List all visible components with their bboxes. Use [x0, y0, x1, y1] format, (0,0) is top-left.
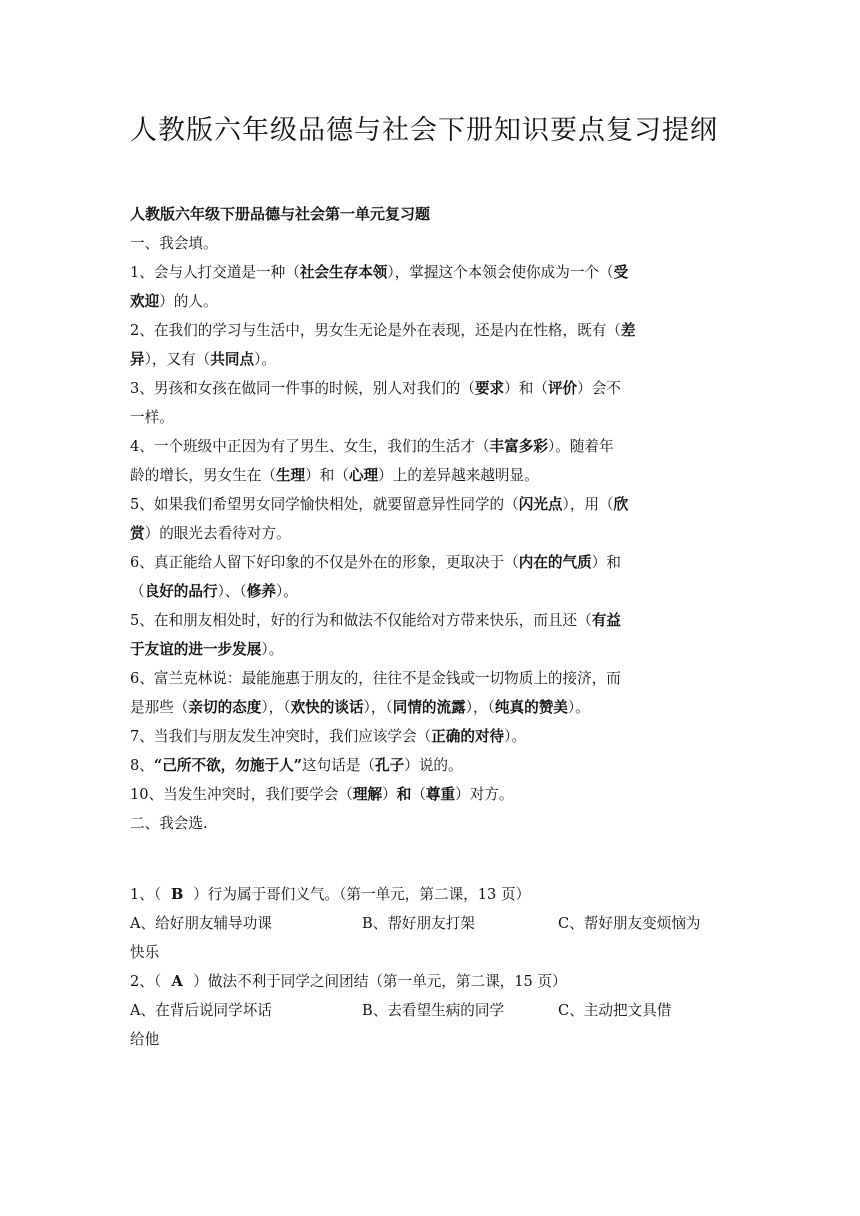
- line-text: 1、会与人打交道是一种（: [130, 264, 300, 281]
- fill-line: [130, 751, 730, 780]
- answer-text: 生理: [275, 467, 306, 484]
- answer-text: 赏: [130, 525, 145, 542]
- line-text: ）。: [567, 699, 590, 716]
- answer-text: 受: [613, 264, 629, 281]
- line-text: （: [411, 786, 426, 803]
- fill-line: [130, 374, 730, 403]
- question-prefix: 2、（: [130, 973, 162, 990]
- answer-text: 正确的对待: [431, 728, 505, 745]
- line-text: ）的眼光去看待对方。: [144, 525, 291, 542]
- fill-line: [130, 490, 730, 519]
- answer-text: 共同点: [210, 351, 255, 368]
- option-b: B、去看望生病的同学: [362, 1002, 505, 1019]
- answer-text: 良好的品行: [144, 583, 218, 600]
- line-text: ）。: [504, 728, 527, 745]
- fill-line: [130, 258, 730, 287]
- fill-line: [130, 432, 730, 461]
- answer-text: 要求: [474, 380, 505, 397]
- option-continuation: 快乐: [130, 944, 160, 961]
- line-text: 5、如果我们希望男女同学愉快相处，就要留意异性同学的（: [130, 496, 519, 513]
- line-text: ），掌握这个本领会使你成为一个（: [387, 264, 614, 281]
- choice-question: [130, 880, 730, 967]
- question-text: ）做法不利于同学之间团结（第一单元，第二课，15 页）: [193, 973, 567, 990]
- line-text: 2、在我们的学习与生活中，男女生无论是外在表现，还是内在性格，既有（: [130, 322, 621, 339]
- line-text: 龄的增长，男女生在（: [130, 467, 276, 484]
- line-text: ）的人。: [159, 293, 218, 310]
- question-answer: A: [171, 973, 183, 990]
- answer-text: 欢迎: [130, 293, 160, 310]
- line-text: 5、在和朋友相处时，好的行为和做法不仅能给对方带来快乐，而且还（: [130, 612, 592, 629]
- option-c: C、主动把文具借: [558, 1002, 672, 1019]
- question-stem: [130, 967, 730, 996]
- answer-text: 差: [620, 322, 636, 339]
- answer-text: 修养: [246, 583, 276, 600]
- line-text: ），又有（: [144, 351, 211, 368]
- fill-line: [130, 403, 730, 432]
- fill-line: [130, 664, 730, 693]
- answer-text: 纯真的赞美: [494, 699, 568, 716]
- line-text: ）和（: [305, 467, 349, 484]
- option-continuation: 给他: [130, 1031, 160, 1048]
- line-text: ）。随着年: [547, 438, 614, 455]
- line-text: ），（: [261, 699, 291, 716]
- option-a: A、给好朋友辅导功课: [130, 915, 272, 932]
- line-text: ）说的。: [404, 757, 463, 774]
- answer-text: 尊重: [425, 786, 456, 803]
- line-text: ），（: [363, 699, 393, 716]
- line-text: ），（: [465, 699, 495, 716]
- spacer: [130, 838, 730, 880]
- fill-line: [130, 693, 730, 722]
- fill-line: [130, 722, 730, 751]
- answer-text: 理解: [352, 786, 383, 803]
- fill-line: [130, 606, 730, 635]
- document-title: 人教版六年级品德与社会下册知识要点复习提纲: [130, 115, 718, 146]
- line-text: 3、男孩和女孩在做同一件事的时候，别人对我们的（: [130, 380, 475, 397]
- fill-line: [130, 635, 730, 664]
- line-text: 10、当发生冲突时，我们要学会（: [130, 786, 353, 803]
- answer-text: 闪光点: [518, 496, 563, 513]
- option-a: A、在背后说同学坏话: [130, 1002, 272, 1019]
- question-options: [130, 996, 730, 1025]
- fill-in-questions: [130, 258, 730, 809]
- line-text: ）。: [261, 641, 284, 658]
- part-two-heading: 二、我会选.: [130, 815, 208, 832]
- line-text: 一样。: [130, 409, 174, 426]
- answer-text: 评价: [547, 380, 578, 397]
- answer-text: 于友谊的进一步发展: [130, 641, 262, 658]
- line-text: ）和: [591, 554, 621, 571]
- fill-line: [130, 519, 730, 548]
- answer-text: 孔子: [375, 757, 405, 774]
- question-prefix: 1、（: [130, 886, 162, 903]
- answer-text: 和: [396, 786, 412, 803]
- line-text: ）、（: [217, 583, 247, 600]
- answer-text: 社会生存本领: [299, 264, 388, 281]
- answer-text: 欣: [613, 496, 629, 513]
- line-text: ）。: [275, 583, 298, 600]
- fill-line: [130, 345, 730, 374]
- line-text: 6、真正能给人留下好印象的不仅是外在的形象，更取决于（: [130, 554, 519, 571]
- line-text: ）对方。: [455, 786, 514, 803]
- line-text: 这句话是（: [302, 757, 376, 774]
- answer-text: 同情的流露: [392, 699, 466, 716]
- answer-text: 欢快的谈话: [290, 699, 364, 716]
- fill-line: [130, 548, 730, 577]
- answer-text: 亲切的态度: [188, 699, 262, 716]
- choice-question: [130, 967, 730, 1054]
- line-text: ），用（: [562, 496, 614, 513]
- fill-line: [130, 287, 730, 316]
- line-text: ）。: [254, 351, 276, 368]
- answer-text: 有益: [591, 612, 621, 629]
- line-text: ）上的差异越来越明显。: [378, 467, 539, 484]
- line-text: 6、富兰克林说：最能施惠于朋友的，往往不是金钱或一切物质上的接济，而: [130, 670, 621, 687]
- option-c: C、帮好朋友变烦恼为: [558, 915, 701, 932]
- line-text: 是那些（: [130, 699, 189, 716]
- question-stem: [130, 880, 730, 909]
- answer-text: “己所不欲，勿施于人”: [153, 757, 303, 774]
- question-options: [130, 909, 730, 938]
- question-answer: B: [171, 886, 184, 903]
- part-one-heading: 一、我会填。: [130, 235, 218, 252]
- answer-text: 丰富多彩: [489, 438, 548, 455]
- fill-line: [130, 577, 730, 606]
- section-title: 人教版六年级下册品德与社会第一单元复习题: [130, 205, 431, 223]
- line-text: 7、当我们与朋友发生冲突时，我们应该学会（: [130, 728, 432, 745]
- option-b: B、帮好朋友打架: [362, 915, 475, 932]
- answer-text: 内在的气质: [518, 554, 592, 571]
- document-body: [130, 200, 730, 1054]
- answer-text: 心理: [348, 467, 379, 484]
- line-text: ）: [382, 786, 397, 803]
- fill-line: [130, 316, 730, 345]
- line-text: 4、一个班级中正因为有了男生、女生，我们的生活才（: [130, 438, 490, 455]
- fill-line: [130, 780, 730, 809]
- line-text: （: [130, 583, 145, 600]
- line-text: ）会不: [577, 380, 621, 397]
- fill-line: [130, 461, 730, 490]
- line-text: 8、: [130, 757, 154, 774]
- answer-text: 异: [130, 351, 145, 368]
- question-text: ）行为属于哥们义气。（第一单元，第二课，13 页）: [193, 886, 531, 903]
- line-text: ）和（: [504, 380, 548, 397]
